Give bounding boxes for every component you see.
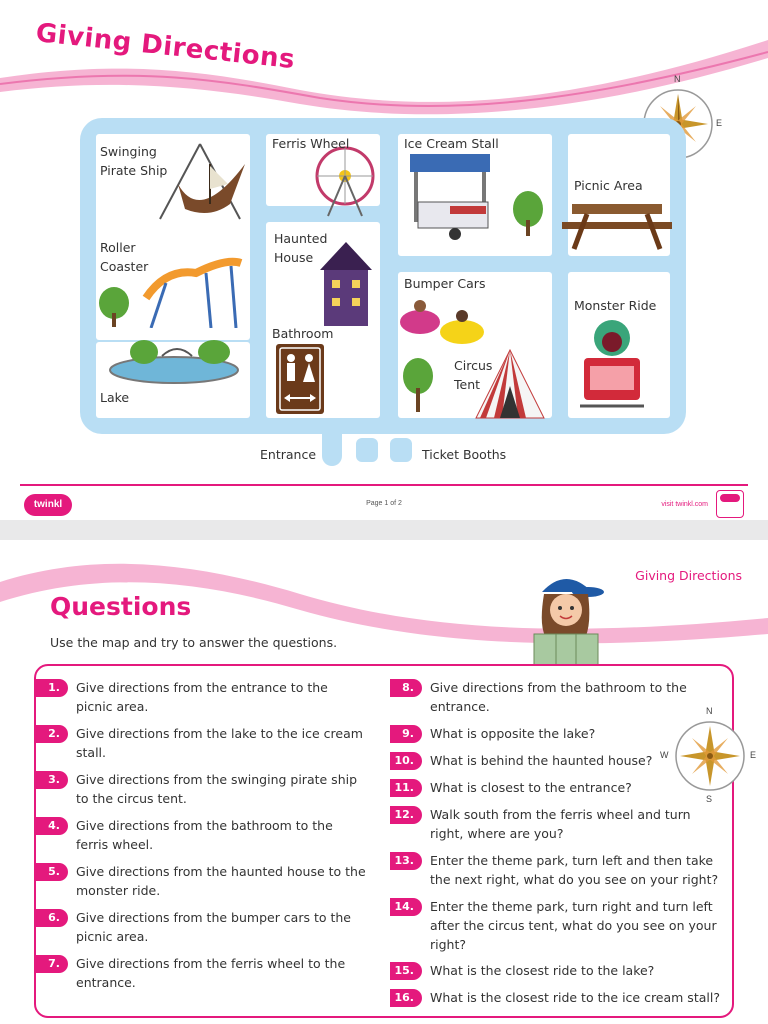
lake-icon: [102, 338, 246, 388]
page-header: Giving Directions: [635, 568, 742, 583]
compass-north-label: N: [706, 706, 713, 716]
question-text: What is behind the haunted house?: [430, 753, 653, 768]
place-label-lake: Lake: [100, 390, 130, 405]
question-number: 5.: [36, 863, 68, 881]
compass-north-label: N: [674, 74, 681, 84]
question-number: 16.: [390, 989, 422, 1007]
question-number: 14.: [390, 898, 422, 916]
question-text: Give directions from the haunted house to the monster ride.: [76, 864, 366, 898]
place-label-pirate-ship: Swinging Pirate Ship: [100, 144, 168, 178]
question-item: [390, 961, 726, 980]
question-item: [36, 770, 368, 808]
question-text: Give directions from the swinging pirate ship to the circus tent.: [76, 772, 358, 806]
question-number: 3.: [36, 771, 68, 789]
question-item: [36, 678, 368, 716]
question-text: What is the closest ride to the lake?: [430, 963, 655, 978]
question-number: 10.: [390, 752, 422, 770]
place-label-bumper-cars: Bumper Cars: [404, 276, 486, 291]
compass-rose-icon: [672, 704, 756, 804]
question-text: What is closest to the entrance?: [430, 780, 632, 795]
place-label-bathroom: Bathroom: [272, 326, 334, 341]
question-number: 12.: [390, 806, 422, 824]
question-text: Give directions from the ferris wheel to the entrance.: [76, 956, 346, 990]
entrance-path: [322, 418, 342, 466]
visit-link[interactable]: visit twinkl.com: [661, 501, 708, 508]
question-text: Enter the theme park, turn right and turn left after the circus tent, what do you see on your right?: [430, 899, 717, 952]
question-text: What is the closest ride to the ice cream stall?: [430, 990, 720, 1005]
question-number: 9.: [390, 725, 422, 743]
questions-title: Questions: [50, 592, 192, 621]
question-number: 13.: [390, 852, 422, 870]
question-item: [390, 988, 726, 1007]
ticket-booth-1: [356, 438, 378, 462]
page-gap: [0, 520, 768, 540]
page-number: Page 1 of 2: [366, 500, 402, 507]
girl-with-map-icon: [528, 570, 604, 666]
ticket-booth-2: [390, 438, 412, 462]
quality-badge-icon: [716, 490, 744, 518]
question-item: [36, 816, 368, 854]
question-text: Enter the theme park, turn left and then take the next right, what do you see on your right?: [430, 853, 719, 887]
place-label-ferris-wheel: Ferris Wheel: [272, 136, 350, 151]
page-title: Giving Directions: [34, 18, 297, 76]
place-label-ice-cream: Ice Cream Stall: [404, 136, 499, 151]
bumper-cars-icon: [398, 290, 488, 350]
question-text: Give directions from the bathroom to the ferris wheel.: [76, 818, 333, 852]
question-text: Give directions from the bathroom to the entrance.: [430, 680, 687, 714]
question-text: Give directions from the lake to the ice cream stall.: [76, 726, 363, 760]
question-item: [390, 897, 726, 954]
bathroom-sign-icon: [276, 344, 324, 414]
place-label-roller-coaster: Roller Coaster: [100, 240, 149, 274]
picnic-table-icon: [562, 194, 672, 254]
place-label-picnic: Picnic Area: [574, 178, 643, 193]
compass-east-label: E: [750, 750, 757, 760]
question-item: [36, 954, 368, 992]
page-footer: [0, 484, 768, 520]
monster-ride-icon: [580, 314, 644, 414]
question-item: [390, 805, 726, 843]
question-item: [36, 908, 368, 946]
question-text: Give directions from the entrance to the picnic area.: [76, 680, 328, 714]
question-number: 15.: [390, 962, 422, 980]
question-number: 8.: [390, 679, 422, 697]
footer-rule: [20, 484, 748, 486]
place-label-ticket-booths: Ticket Booths: [422, 447, 507, 462]
compass-south-label: S: [706, 794, 713, 804]
compass-west-label: W: [660, 750, 669, 760]
worksheet-page-2: [0, 540, 768, 1024]
theme-park-map: [80, 118, 686, 462]
place-label-haunted-house: Haunted House: [274, 231, 328, 265]
place-label-monster-ride: Monster Ride: [574, 298, 657, 313]
question-number: 2.: [36, 725, 68, 743]
ice-cream-stall-icon: [410, 154, 550, 244]
place-label-entrance: Entrance: [260, 447, 317, 462]
question-item: [36, 724, 368, 762]
place-label-circus-tent: Circus Tent: [454, 358, 493, 392]
question-text: What is opposite the lake?: [430, 726, 596, 741]
question-number: 7.: [36, 955, 68, 973]
question-number: 1.: [36, 679, 68, 697]
question-number: 11.: [390, 779, 422, 797]
questions-box: [34, 664, 757, 1018]
compass-east-label: E: [716, 118, 723, 128]
compass-2: [660, 704, 757, 804]
question-text: Walk south from the ferris wheel and turn right, where are you?: [430, 807, 691, 841]
question-item: [390, 851, 726, 889]
instructions-text: Use the map and try to answer the questions.: [50, 635, 338, 650]
question-number: 4.: [36, 817, 68, 835]
question-item: [36, 862, 368, 900]
question-text: Give directions from the bumper cars to the picnic area.: [76, 910, 351, 944]
twinkl-logo: twinkl: [24, 494, 72, 516]
question-number: 6.: [36, 909, 68, 927]
